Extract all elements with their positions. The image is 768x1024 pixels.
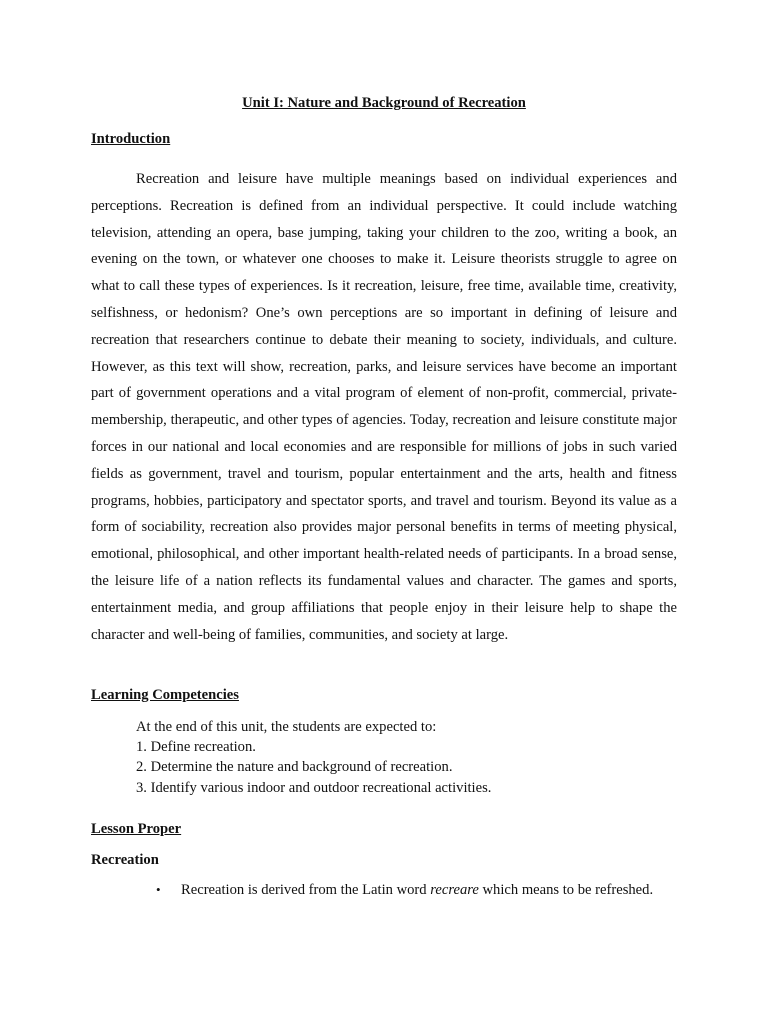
competency-item: 1. Define recreation. [136,739,256,756]
bullet-text-before: Recreation is derived from the Latin word [181,882,431,898]
bullet-icon: • [156,882,161,897]
bullet-text [181,882,653,898]
competency-item: 3. Identify various indoor and outdoor recreational activities. [136,779,492,796]
document-title: Unit I: Nature and Background of Recreation [242,95,526,111]
lesson-proper-heading: Lesson Proper [91,821,182,837]
learning-competencies-heading: Learning Competencies [91,687,239,703]
competencies-intro: At the end of this unit, the students are expected to: [136,719,437,735]
competencies-list [136,717,696,798]
bullet-item [156,880,716,900]
recreation-heading: Recreation [91,852,159,868]
introduction-paragraph: Recreation and leisure have multiple meanings based on individual experiences and perceptions. Recreation is defined from an individual perspective. It could include watching television, attending an opera, base jumping, taking your children to the zoo, writing a book, an evening on the town, or whatever one chooses to make it. Leisure theorists struggle to agree on what to call these types of experiences. Is it recreation, leisure, free time, available time, creativity, selfishness, or hedonism? One’s own perceptions are so important in defining of leisure and recreation that researchers continue to debate their meaning to society, individuals, and culture. However, as this text will show, recreation, parks, and leisure services have become an important part of government operations and a vital program of element of non-profit, commercial, private-membership, therapeutic, and other types of agencies. Today, recreation and leisure constitute major forces in our national and local economies and are responsible for millions of jobs in such varied fields as government, travel and tourism, popular entertainment and the arts, health and fitness programs, hobbies, participatory and spectator sports, and travel and tourism. Beyond its value as a form of sociability, recreation also provides major personal benefits in terms of meeting physical, emotional, philosophical, and other important health-related needs of participants. In a broad sense, the leisure life of a nation reflects its fundamental values and character. The games and sports, entertainment media, and group affiliations that people enjoy in their leisure help to shape the character and well-being of families, communities, and society at large. [91,171,677,643]
introduction-heading: Introduction [91,131,171,147]
bullet-italic-word: recreare [430,882,479,898]
competency-item: 2. Determine the nature and background of recreation. [136,759,453,776]
bullet-text-after: which means to be refreshed. [478,882,654,898]
